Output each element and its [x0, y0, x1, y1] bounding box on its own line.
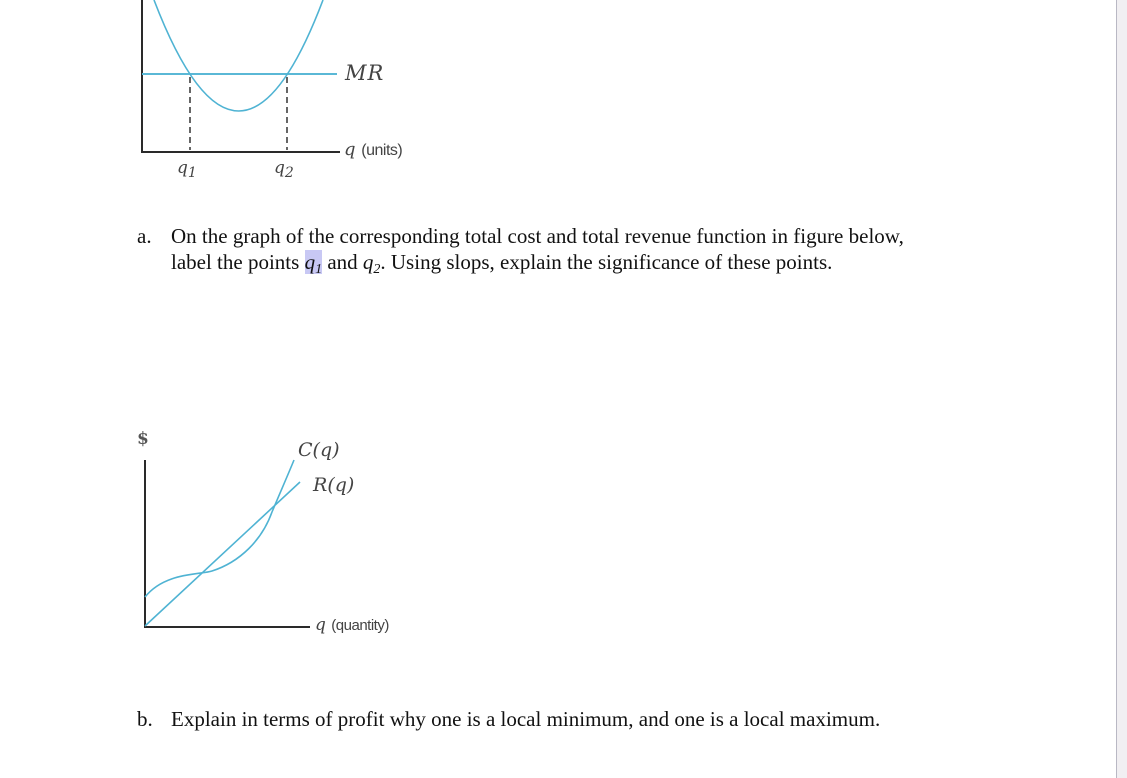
x-axis-unit-bottom: (quantity) [331, 617, 389, 634]
revenue-curve [145, 482, 300, 626]
question-a-line1: a. On the graph of the corresponding total cost and total revenue function in figure below, [137, 224, 904, 248]
question-a-line2: label the points $q_1$ and $q_2$. Using slops, explain the significance of these points. [171, 250, 833, 277]
cost-curve [145, 460, 294, 597]
revenue-function-label: R(q) [313, 474, 355, 496]
question-a-marker: a. [137, 224, 152, 248]
question-b [137, 706, 880, 732]
question-b-text: Explain in terms of profit why one is a local minimum, and one is a local maximum. [171, 707, 881, 731]
x-axis-unit: (units) [361, 142, 403, 159]
x-axis-var-bottom: q [315, 615, 326, 635]
tick-q1-label: $q_1$ [177, 158, 197, 181]
x-axis-label-bottom [315, 615, 389, 635]
question-b-marker: b. [137, 707, 153, 731]
tick-q2-label: $q_2$ [274, 158, 294, 181]
cost-function-label: C(q) [298, 439, 340, 461]
q1-highlighted[interactable]: $q_1$ [304, 250, 323, 277]
vertical-scrollbar[interactable] [1116, 0, 1127, 778]
y-axis-dollar-label: $ [137, 429, 149, 449]
mr-label: MR [345, 61, 385, 85]
x-axis-var: q [344, 139, 356, 160]
